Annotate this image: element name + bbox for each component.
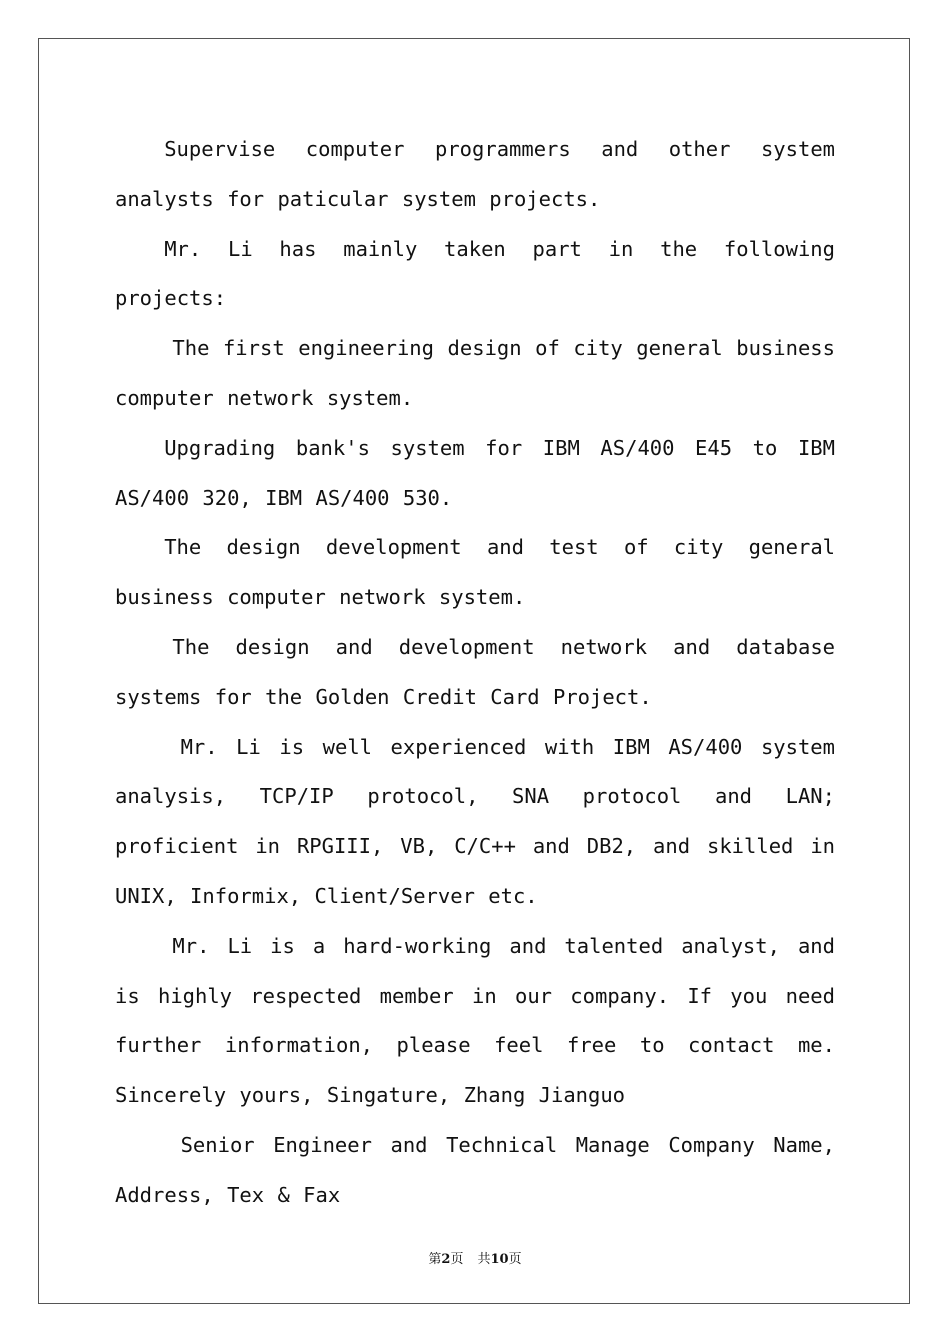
paragraph-signature-title: Senior Engineer and Technical Manage Company Name, Address, Tex & Fax xyxy=(115,1132,835,1207)
paragraph-project-1: The first engineering design of city general business computer network system. xyxy=(115,336,835,410)
paragraph-project-3: The design development and test of city general business computer network system. xyxy=(115,535,835,610)
page-prefix: 第 xyxy=(428,1252,442,1267)
letter-body xyxy=(115,125,835,1221)
page-footer xyxy=(0,1248,950,1267)
total-suffix: 页 xyxy=(508,1252,522,1267)
paragraph-projects-intro: Mr. Li has mainly taken part in the following projects: xyxy=(115,236,835,311)
page-suffix: 页 xyxy=(450,1252,464,1267)
paragraph-closing: Mr. Li is a hard-working and talented analyst, and is highly respected member in our company. If you need further information, please feel free to contact me. Sincerely yours, Singature, Zhang Jianguo xyxy=(115,933,835,1108)
total-pages: 10 xyxy=(490,1252,509,1267)
page-number: 2 xyxy=(441,1252,451,1267)
paragraph-skills: Mr. Li is well experienced with IBM AS/400 system analysis, TCP/IP protocol, SNA protocol and LAN; proficient in RPGIII, VB, C/C++ and DB2, and skilled in UNIX, Informix, Client/Server etc. xyxy=(115,734,835,908)
paragraph-project-4: The design and development network and database systems for the Golden Credit Card Project. xyxy=(115,634,835,709)
paragraph-duties: Supervise computer programmers and other system analysts for paticular system projects. xyxy=(115,137,835,211)
total-prefix: 共 xyxy=(477,1252,491,1267)
paragraph-project-2: Upgrading bank's system for IBM AS/400 E45 to IBM AS/400 320, IBM AS/400 530. xyxy=(115,435,835,510)
